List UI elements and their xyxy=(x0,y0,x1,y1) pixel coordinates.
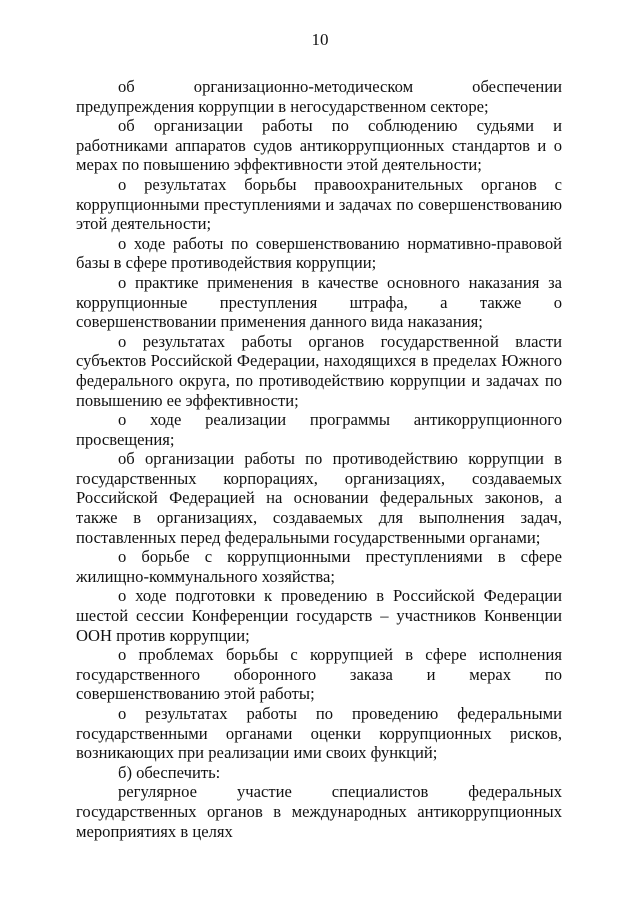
paragraph: об организации работы по соблюдению судьями и работниками аппаратов судов антикоррупционных стандартов и о мерах по повышению эффективности этой деятельности; xyxy=(76,116,562,175)
paragraph: об организации работы по противодействию коррупции в государственных корпорациях, организациях, создаваемых Российской Федерацией на основании федеральных законов, а также в организациях, создаваемых для выполнения задач, поставленных перед федеральными государственными органами; xyxy=(76,449,562,547)
page-number: 10 xyxy=(311,30,329,49)
paragraph: об организационно-методическом обеспечении предупреждения коррупции в негосударственном секторе; xyxy=(76,77,562,116)
paragraph: о проблемах борьбы с коррупцией в сфере исполнения государственного оборонного заказа и мерах по совершенствованию этой работы; xyxy=(76,645,562,704)
paragraph: о результатах работы органов государственной власти субъектов Российской Федерации, находящихся в пределах Южного федерального округа, по противодействию коррупции и задачах по повышению ее эффективности; xyxy=(76,331,562,410)
paragraph: регулярное участие специалистов федеральных государственных органов в международных антикоррупционных мероприятиях в целях xyxy=(76,782,562,841)
document-body xyxy=(76,77,562,841)
paragraph: о результатах борьбы правоохранительных органов с коррупционными преступлениями и задачах по совершенствованию этой деятельности; xyxy=(76,174,562,234)
section-label: б) обеспечить: xyxy=(118,762,221,782)
paragraph: о ходе работы по совершенствованию нормативно-правовой базы в сфере противодействия коррупции; xyxy=(76,233,562,273)
paragraph: о борьбе с коррупционными преступлениями в сфере жилищно-коммунального хозяйства; xyxy=(76,547,562,586)
paragraph: о ходе реализации программы антикоррупционного просвещения; xyxy=(76,410,562,449)
paragraph: о ходе подготовки к проведению в Российской Федерации шестой сессии Конференции государств – участников Конвенции ООН против коррупции; xyxy=(76,586,562,645)
paragraph: о практике применения в качестве основного наказания за коррупционные преступления штрафа, а также о совершенствовании применения данного вида наказания; xyxy=(76,272,562,332)
paragraph: о результатах работы по проведению федеральными государственными органами оценки коррупционных рисков, возникающих при реализации ими своих функций; xyxy=(76,704,562,763)
